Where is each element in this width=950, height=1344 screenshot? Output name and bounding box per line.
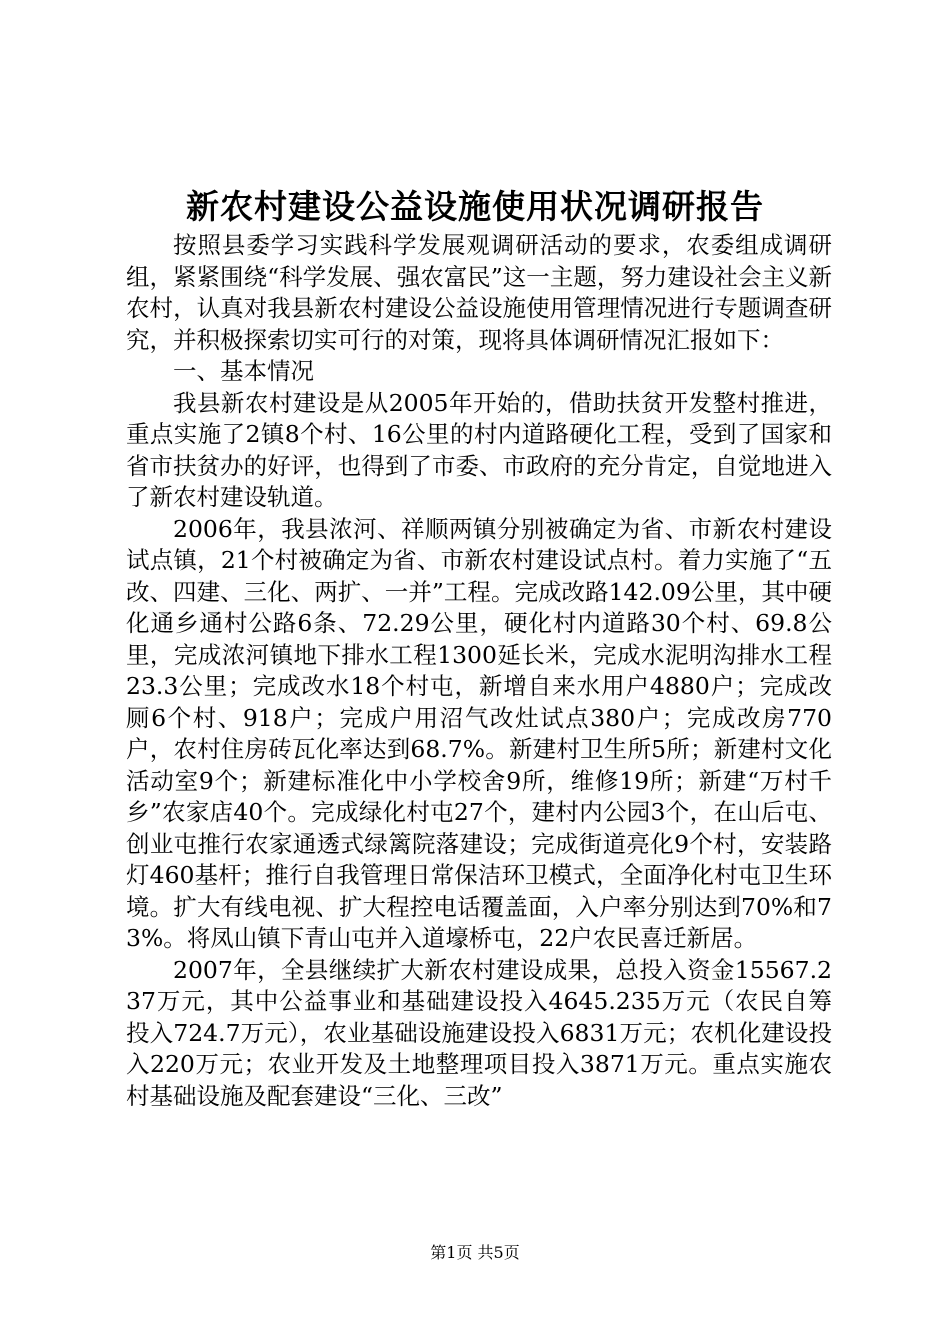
page-footer: 第1页 共5页 xyxy=(430,1243,520,1262)
document-title: 新农村建设公益设施使用状况调研报告 xyxy=(186,187,764,226)
document-body xyxy=(126,230,832,1112)
paragraph-2006: 2006年，我县浓河、祥顺两镇分别被确定为省、市新农村建设试点镇，21个村被确定为省、市新农村建设试点村。着力实施了“五改、四建、三化、两扩、一并”工程。完成改路142.09公里，其中硬化通乡通村公路6条、72.29公里，硬化村内道路30个村、69.8公里，完成浓河镇地下排水工程1300延长米，完成水泥明沟排水工程23.3公里；完成改水18个村屯，新增自来水用户4880户；完成改厕6个村、918户；完成户用沼气改灶试点380户；完成改房770户，农村住房砖瓦化率达到68.7%。新建村卫生所5所；新建村文化活动室9个；新建标准化中小学校舍9所，维修19所；新建“万村千乡”农家店40个。完成绿化村屯27个，建村内公园3个，在山后屯、创业屯推行农家通透式绿篱院落建设；完成街道亮化9个村，安装路灯460基杆；推行自我管理日常保洁环卫模式，全面净化村屯卫生环境。扩大有线电视、扩大程控电话覆盖面，入户率分别达到70%和73%。将凤山镇下青山屯并入道壕桥屯，22户农民喜迁新居。 xyxy=(126,514,832,952)
section-heading-basic-situation: 一、基本情况 xyxy=(173,357,314,385)
paragraph-2005: 我县新农村建设是从2005年开始的，借助扶贫开发整村推进，重点实施了2镇8个村、16公里的村内道路硬化工程，受到了国家和省市扶贫办的好评，也得到了市委、市政府的充分肯定，自觉地进入了新农村建设轨道。 xyxy=(126,388,832,511)
paragraph-intro: 按照县委学习实践科学发展观调研活动的要求，农委组成调研组，紧紧围绕“科学发展、强农富民”这一主题，努力建设社会主义新农村，认真对我县新农村建设公益设施使用管理情况进行专题调查研究，并积极探索切实可行的对策，现将具体调研情况汇报如下： xyxy=(126,231,832,354)
paragraph-2007: 2007年，全县继续扩大新农村建设成果，总投入资金15567.237万元，其中公益事业和基础建设投入4645.235万元（农民自筹投入724.7万元），农业基础设施建设投入6831万元；农机化建设投入220万元；农业开发及土地整理项目投入3871万元。重点实施农村基础设施及配套建设“三化、三改” xyxy=(126,955,832,1110)
